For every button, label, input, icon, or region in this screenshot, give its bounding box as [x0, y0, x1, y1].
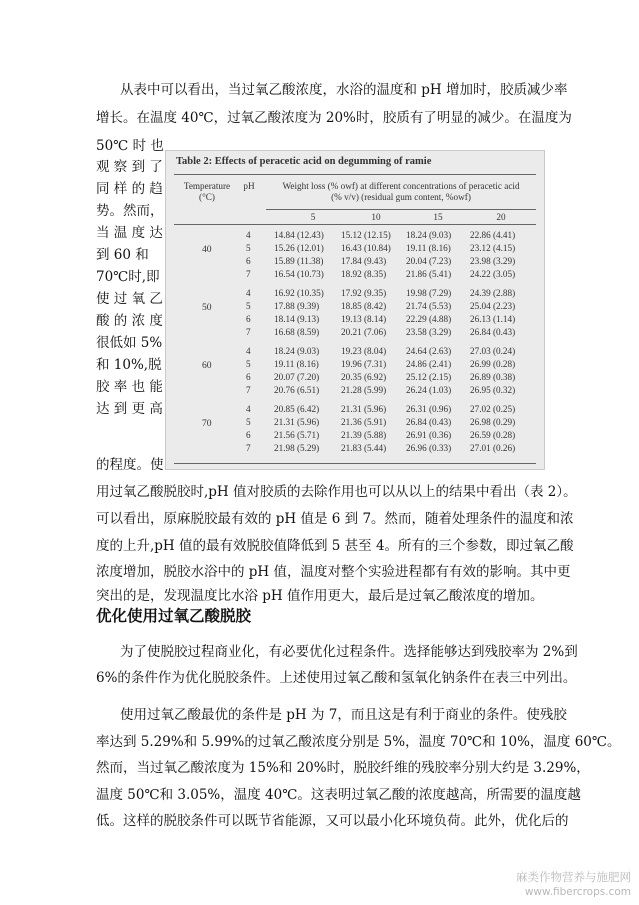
body-text-line: 可以看出，原麻脱胶最有效的 pH 值是 6 到 7。然而，随着处理条件的温度和浓: [96, 511, 574, 527]
body-text-line: 使用过氧乙酸最优的条件是 pH 为 7，而且这是有利于商业的条件。使残胶: [120, 707, 567, 723]
weight-loss-cell: 21.36 (5.91): [341, 417, 387, 427]
weight-loss-cell: 21.31 (5.96): [341, 404, 387, 414]
weight-loss-cell: 21.39 (5.88): [341, 430, 387, 440]
weight-loss-cell: 26.95 (0.32): [470, 385, 516, 395]
weight-loss-cell: 24.22 (3.05): [470, 269, 516, 279]
weight-loss-cell: 19.11 (8.16): [274, 359, 319, 369]
weight-loss-cell: 18.14 (9.13): [274, 314, 320, 324]
temperature-cell: 40: [202, 243, 212, 255]
weight-loss-cell: 27.01 (0.26): [470, 443, 516, 453]
weight-loss-cell: 19.98 (7.29): [406, 288, 452, 298]
weight-loss-cell: 15.26 (12.01): [274, 243, 324, 253]
body-text-line: 的程度。使: [96, 457, 164, 473]
ph-cell: 6: [246, 314, 251, 324]
body-text-line: 浓度增加，脱胶水浴中的 pH 值，温度对整个实验进程都有有效的影响。其中更: [96, 564, 571, 580]
weight-loss-cell: 17.92 (9.35): [341, 288, 387, 298]
weight-loss-cell: 23.12 (4.15): [470, 243, 516, 253]
weight-loss-cell: 20.76 (6.51): [274, 385, 320, 395]
weight-loss-cell: 26.84 (0.43): [406, 417, 452, 427]
body-text-line: 达 到 更 高: [96, 401, 163, 417]
weight-loss-cell: 26.24 (1.03): [406, 385, 452, 395]
body-text-line: 增长。在温度 40℃，过氧乙酸浓度为 20%时，胶质有了明显的减少。在温度为: [96, 110, 572, 126]
concentration-header: 10: [371, 212, 381, 222]
weight-loss-cell: 16.68 (8.59): [274, 327, 320, 337]
weight-loss-cell: 14.84 (12.43): [274, 230, 324, 240]
temperature-header-line: Temperature: [183, 181, 231, 191]
ph-cell: 5: [246, 417, 251, 427]
weight-loss-cell: 19.11 (8.16): [406, 243, 451, 253]
weight-loss-cell: 15.89 (11.38): [274, 256, 324, 266]
weight-loss-cell: 25.12 (2.15): [406, 372, 452, 382]
weight-loss-cell: 17.84 (9.43): [341, 256, 387, 266]
ph-cell: 7: [246, 443, 251, 453]
weight-loss-cell: 26.89 (0.38): [470, 372, 516, 382]
weight-loss-cell: 15.12 (12.15): [341, 230, 391, 240]
body-text-line: 70℃时,即: [96, 269, 160, 285]
concentration-header: 20: [496, 212, 506, 222]
weight-loss-cell: 20.85 (6.42): [274, 404, 320, 414]
weight-loss-cell: 26.13 (1.14): [470, 314, 516, 324]
weight-loss-cell: 21.28 (5.99): [341, 385, 387, 395]
ph-cell: 7: [246, 269, 251, 279]
weight-loss-cell: 24.86 (2.41): [406, 359, 452, 369]
body-text-line: 50℃ 时 也: [96, 138, 164, 154]
ph-header: pH: [243, 181, 255, 191]
table-rule: [174, 174, 536, 175]
weight-loss-cell: 21.74 (5.53): [406, 301, 452, 311]
weight-loss-cell: 22.86 (4.41): [470, 230, 516, 240]
body-text-line: 酸 的 浓 度: [96, 313, 163, 329]
weight-loss-cell: 19.13 (8.14): [341, 314, 387, 324]
weight-loss-cell: 16.92 (10.35): [274, 288, 324, 298]
section-heading: 优化使用过氧乙酸脱胶: [96, 607, 252, 625]
weight-loss-cell: 17.88 (9.39): [274, 301, 320, 311]
weight-loss-cell: 26.31 (0.96): [406, 404, 452, 414]
ph-cell: 7: [246, 385, 251, 395]
weight-loss-cell: 21.56 (5.71): [274, 430, 320, 440]
weight-loss-cell: 27.03 (0.24): [470, 346, 516, 356]
temperature-header: [176, 181, 238, 203]
ph-cell: 5: [246, 243, 251, 253]
body-text-line: 6%的条件作为优化脱胶条件。上述使用过氧乙酸和氢氧化钠条件在表三中列出。: [96, 670, 577, 686]
weight-loss-cell: 20.04 (7.23): [406, 256, 452, 266]
weight-loss-cell: 23.98 (3.29): [470, 256, 516, 266]
weight-loss-cell: 21.83 (5.44): [341, 443, 387, 453]
body-text-line: 率达到 5.29%和 5.99%的过氧乙酸浓度分别是 5%，温度 70℃和 10%，温度 60℃。: [96, 734, 621, 750]
temperature-cell: 70: [202, 417, 212, 429]
body-text-line: 使 过 氧 乙: [96, 291, 163, 307]
body-text-line: 同 样 的 趋: [96, 181, 163, 197]
weight-loss-cell: 19.96 (7.31): [341, 359, 387, 369]
weight-loss-cell: 26.59 (0.28): [470, 430, 516, 440]
body-text-line: 低。这样的脱胶条件可以既节省能源，又可以最小化环境负荷。此外，优化后的: [96, 813, 569, 829]
table-2-image: [165, 150, 545, 470]
temperature-cell: 50: [202, 301, 212, 313]
temperature-header-unit: (°C): [199, 192, 215, 202]
body-text-line: 从表中可以看出，当过氧乙酸浓度，水浴的温度和 pH 增加时，胶质减少率: [120, 82, 568, 98]
weight-loss-header-line: Weight loss (% owf) at different concentrations of peracetic acid: [282, 181, 520, 191]
body-text-line: 温度 50℃和 3.05%，温度 40℃。这表明过氧乙酸的浓度越高，所需要的温度越: [96, 787, 581, 803]
weight-loss-cell: 19.23 (8.04): [341, 346, 387, 356]
concentration-header: 15: [433, 212, 443, 222]
ph-cell: 6: [246, 256, 251, 266]
ph-cell: 7: [246, 327, 251, 337]
body-text-line: 突出的是，发现温度比水浴 pH 值作用更大，最后是过氧乙酸浓度的增加。: [96, 588, 544, 604]
weight-loss-cell: 24.39 (2.88): [470, 288, 516, 298]
weight-loss-cell: 26.91 (0.36): [406, 430, 452, 440]
watermark-url: www.fibercrops.com: [524, 886, 631, 898]
weight-loss-cell: 18.24 (9.03): [274, 346, 320, 356]
weight-loss-cell: 18.92 (8.35): [341, 269, 387, 279]
ph-cell: 5: [246, 359, 251, 369]
body-text-line: 到 60 和: [96, 247, 149, 263]
watermark-site-name: 麻类作物营养与施肥网: [516, 870, 631, 884]
weight-loss-cell: 26.84 (0.43): [470, 327, 516, 337]
weight-loss-cell: 16.43 (10.84): [341, 243, 391, 253]
table-rule: [174, 463, 536, 464]
weight-loss-cell: 21.31 (5.96): [274, 417, 320, 427]
ph-cell: 4: [246, 346, 251, 356]
weight-loss-cell: 20.07 (7.20): [274, 372, 320, 382]
weight-loss-cell: 26.98 (0.29): [470, 417, 516, 427]
temperature-cell: 60: [202, 359, 212, 371]
body-text-line: 为了使脱胶过程商业化，有必要优化过程条件。选择能够达到残胶率为 2%到: [120, 644, 578, 660]
body-text-line: 度的上升,pH 值的最有效脱胶值降低到 5 甚至 4。所有的三个参数，即过氧乙酸: [96, 538, 574, 554]
weight-loss-cell: 23.58 (3.29): [406, 327, 452, 337]
weight-loss-cell: 18.24 (9.03): [406, 230, 452, 240]
body-text-line: 胶 率 也 能: [96, 379, 163, 395]
ph-cell: 6: [246, 430, 251, 440]
table-caption: Table 2: Effects of peracetic acid on degumming of ramie: [176, 156, 432, 167]
body-text-line: 然而，当过氧乙酸浓度为 15%和 20%时，脱胶纤维的残胶率分别大约是 3.29%，: [96, 760, 590, 776]
ph-cell: 4: [246, 404, 251, 414]
concentration-header: 5: [310, 212, 316, 222]
body-text-line: 势。然而，: [96, 203, 164, 219]
body-text-line: 观 察 到 了: [96, 159, 163, 175]
weight-loss-header: [266, 181, 536, 203]
ph-cell: 4: [246, 230, 251, 240]
table-rule: [174, 224, 536, 225]
body-text-line: 很低如 5%: [96, 335, 163, 351]
weight-loss-cell: 20.21 (7.06): [341, 327, 387, 337]
body-text-line: 当 温 度 达: [96, 225, 163, 241]
weight-loss-cell: 18.85 (8.42): [341, 301, 387, 311]
weight-loss-cell: 22.29 (4.88): [406, 314, 452, 324]
ph-cell: 5: [246, 301, 251, 311]
ph-cell: 6: [246, 372, 251, 382]
weight-loss-cell: 20.35 (6.92): [341, 372, 387, 382]
weight-loss-cell: 26.96 (0.33): [406, 443, 452, 453]
table-rule: [266, 209, 536, 210]
weight-loss-header-line: (% v/v) (residual gum content, %owf): [331, 192, 471, 202]
weight-loss-cell: 25.04 (2.23): [470, 301, 516, 311]
weight-loss-cell: 27.02 (0.25): [470, 404, 516, 414]
weight-loss-cell: 24.64 (2.63): [406, 346, 452, 356]
weight-loss-cell: 21.86 (5.41): [406, 269, 452, 279]
weight-loss-cell: 16.54 (10.73): [274, 269, 324, 279]
ph-cell: 4: [246, 288, 251, 298]
body-text-line: 用过氧乙酸脱胶时,pH 值对胶质的去除作用也可以从以上的结果中看出（表 2）。: [96, 484, 577, 500]
body-text-line: 和 10%,脱: [96, 357, 162, 373]
weight-loss-cell: 26.99 (0.28): [470, 359, 516, 369]
weight-loss-cell: 21.98 (5.29): [274, 443, 320, 453]
